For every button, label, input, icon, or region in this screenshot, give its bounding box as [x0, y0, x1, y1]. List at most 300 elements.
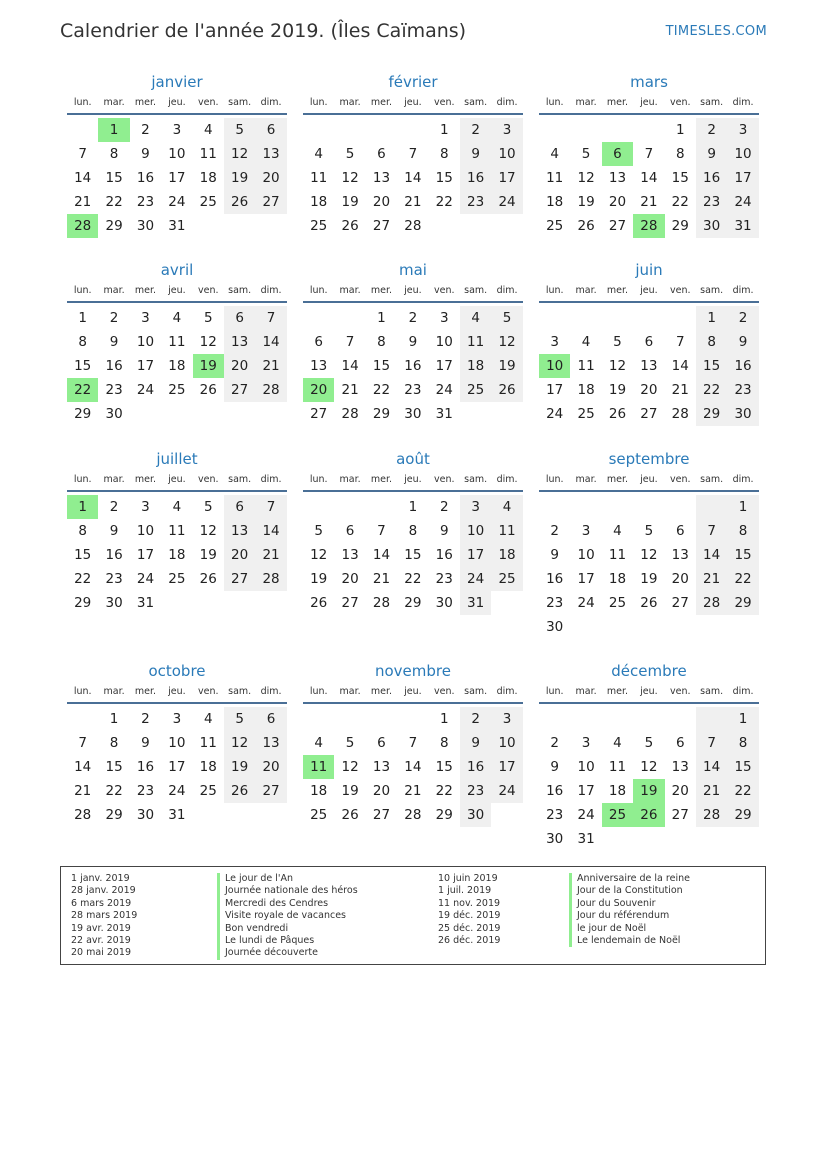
day-cell[interactable]: 12 — [608, 358, 627, 374]
day-cell[interactable]: 21 — [696, 567, 727, 591]
day-cell[interactable]: 4 — [203, 711, 213, 727]
day-cell[interactable]: 15 — [404, 547, 422, 563]
day-cell[interactable]: 16 — [435, 547, 453, 563]
day-cell[interactable]: 20 — [608, 194, 627, 210]
day-cell[interactable]: 18 — [199, 759, 217, 775]
day-cell[interactable]: 12 — [640, 759, 658, 775]
day-cell[interactable]: 5 — [613, 334, 622, 350]
day-cell[interactable]: 16 — [460, 755, 491, 779]
day-cell[interactable]: 30 — [546, 619, 564, 635]
day-cell[interactable]: 25 — [168, 571, 186, 587]
day-cell[interactable]: 4 — [172, 310, 182, 326]
day-cell[interactable]: 2 — [141, 711, 150, 727]
day-cell[interactable]: 11 — [199, 146, 217, 162]
day-cell[interactable]: 3 — [581, 523, 591, 539]
day-cell[interactable]: 8 — [439, 146, 449, 162]
day-cell[interactable]: 17 — [577, 571, 595, 587]
day-cell[interactable]: 13 — [671, 759, 689, 775]
day-cell[interactable]: 18 — [168, 358, 186, 374]
day-cell[interactable]: 14 — [255, 519, 286, 543]
day-cell[interactable]: 3 — [172, 122, 182, 138]
day-cell[interactable]: 14 — [74, 759, 92, 775]
day-cell[interactable]: 16 — [546, 571, 564, 587]
holiday-day-cell[interactable]: 22 — [67, 378, 98, 402]
day-cell[interactable]: 9 — [109, 334, 119, 350]
day-cell[interactable]: 8 — [439, 735, 449, 751]
day-cell[interactable]: 18 — [199, 170, 217, 186]
day-cell[interactable]: 15 — [105, 170, 123, 186]
day-cell[interactable]: 24 — [460, 567, 491, 591]
day-cell[interactable]: 4 — [491, 495, 522, 519]
day-cell[interactable]: 2 — [439, 499, 449, 515]
day-cell[interactable]: 28 — [255, 567, 286, 591]
day-cell[interactable]: 2 — [109, 499, 119, 515]
day-cell[interactable]: 29 — [404, 595, 422, 611]
day-cell[interactable]: 8 — [696, 330, 727, 354]
day-cell[interactable]: 3 — [491, 707, 522, 731]
day-cell[interactable]: 1 — [696, 306, 727, 330]
day-cell[interactable]: 9 — [696, 142, 727, 166]
day-cell[interactable]: 7 — [78, 146, 87, 162]
day-cell[interactable]: 4 — [203, 122, 213, 138]
day-cell[interactable]: 4 — [460, 306, 491, 330]
day-cell[interactable]: 26 — [224, 190, 255, 214]
day-cell[interactable]: 21 — [74, 194, 92, 210]
day-cell[interactable]: 22 — [727, 779, 758, 803]
day-cell[interactable]: 8 — [727, 731, 758, 755]
day-cell[interactable]: 20 — [341, 571, 359, 587]
day-cell[interactable]: 22 — [105, 783, 123, 799]
day-cell[interactable]: 31 — [577, 831, 595, 847]
day-cell[interactable]: 1 — [109, 711, 119, 727]
day-cell[interactable]: 5 — [581, 146, 591, 162]
day-cell[interactable]: 27 — [341, 595, 359, 611]
day-cell[interactable]: 26 — [577, 218, 595, 234]
day-cell[interactable]: 15 — [74, 358, 92, 374]
day-cell[interactable]: 4 — [314, 735, 323, 751]
day-cell[interactable]: 9 — [408, 334, 418, 350]
day-cell[interactable]: 4 — [550, 146, 559, 162]
day-cell[interactable]: 14 — [640, 170, 658, 186]
day-cell[interactable]: 20 — [224, 354, 255, 378]
day-cell[interactable]: 6 — [675, 735, 685, 751]
holiday-day-cell[interactable]: 10 — [539, 354, 570, 378]
day-cell[interactable]: 19 — [640, 571, 658, 587]
holiday-day-cell[interactable]: 20 — [303, 378, 334, 402]
day-cell[interactable]: 6 — [314, 334, 323, 350]
holiday-day-cell[interactable]: 19 — [193, 354, 224, 378]
day-cell[interactable]: 11 — [168, 334, 186, 350]
day-cell[interactable]: 8 — [727, 519, 758, 543]
day-cell[interactable]: 6 — [345, 523, 355, 539]
day-cell[interactable]: 7 — [644, 146, 654, 162]
day-cell[interactable]: 8 — [675, 146, 685, 162]
day-cell[interactable]: 18 — [491, 543, 522, 567]
day-cell[interactable]: 12 — [224, 731, 255, 755]
day-cell[interactable]: 19 — [224, 166, 255, 190]
day-cell[interactable]: 12 — [310, 547, 328, 563]
day-cell[interactable]: 25 — [310, 807, 328, 823]
day-cell[interactable]: 28 — [696, 591, 727, 615]
day-cell[interactable]: 5 — [345, 146, 355, 162]
day-cell[interactable]: 17 — [460, 543, 491, 567]
day-cell[interactable]: 13 — [671, 547, 689, 563]
day-cell[interactable]: 14 — [696, 755, 727, 779]
day-cell[interactable]: 24 — [491, 190, 522, 214]
day-cell[interactable]: 31 — [168, 218, 186, 234]
day-cell[interactable]: 11 — [168, 523, 186, 539]
day-cell[interactable]: 9 — [550, 547, 559, 563]
day-cell[interactable]: 21 — [255, 354, 286, 378]
day-cell[interactable]: 4 — [314, 146, 323, 162]
day-cell[interactable]: 7 — [675, 334, 685, 350]
day-cell[interactable]: 29 — [671, 218, 689, 234]
holiday-day-cell[interactable]: 1 — [67, 495, 98, 519]
day-cell[interactable]: 14 — [404, 759, 422, 775]
day-cell[interactable]: 27 — [255, 779, 286, 803]
day-cell[interactable]: 20 — [372, 783, 391, 799]
day-cell[interactable]: 25 — [199, 783, 217, 799]
day-cell[interactable]: 19 — [224, 755, 255, 779]
day-cell[interactable]: 3 — [141, 499, 150, 515]
day-cell[interactable]: 28 — [372, 595, 391, 611]
day-cell[interactable]: 6 — [675, 523, 685, 539]
day-cell[interactable]: 27 — [310, 406, 328, 422]
day-cell[interactable]: 2 — [109, 310, 119, 326]
day-cell[interactable]: 26 — [199, 571, 217, 587]
day-cell[interactable]: 1 — [727, 495, 758, 519]
day-cell[interactable]: 7 — [255, 495, 286, 519]
day-cell[interactable]: 23 — [460, 190, 491, 214]
day-cell[interactable]: 31 — [727, 214, 758, 238]
day-cell[interactable]: 6 — [224, 306, 255, 330]
day-cell[interactable]: 29 — [74, 595, 92, 611]
day-cell[interactable]: 15 — [727, 543, 758, 567]
day-cell[interactable]: 15 — [435, 170, 453, 186]
day-cell[interactable]: 17 — [491, 166, 522, 190]
day-cell[interactable]: 1 — [439, 122, 449, 138]
holiday-day-cell[interactable]: 28 — [67, 214, 98, 238]
holiday-day-cell[interactable]: 11 — [303, 755, 334, 779]
day-cell[interactable]: 8 — [377, 334, 386, 350]
day-cell[interactable]: 7 — [255, 306, 286, 330]
day-cell[interactable]: 19 — [341, 783, 359, 799]
day-cell[interactable]: 17 — [727, 166, 758, 190]
day-cell[interactable]: 28 — [404, 807, 422, 823]
day-cell[interactable]: 26 — [341, 218, 359, 234]
day-cell[interactable]: 31 — [136, 595, 155, 611]
day-cell[interactable]: 27 — [640, 406, 658, 422]
day-cell[interactable]: 21 — [74, 783, 92, 799]
day-cell[interactable]: 23 — [546, 807, 564, 823]
day-cell[interactable]: 4 — [613, 523, 622, 539]
day-cell[interactable]: 28 — [696, 803, 727, 827]
day-cell[interactable]: 6 — [224, 495, 255, 519]
day-cell[interactable]: 26 — [341, 807, 359, 823]
day-cell[interactable]: 24 — [168, 194, 186, 210]
day-cell[interactable]: 22 — [435, 783, 453, 799]
day-cell[interactable]: 9 — [439, 523, 449, 539]
day-cell[interactable]: 3 — [439, 310, 449, 326]
day-cell[interactable]: 15 — [372, 358, 391, 374]
day-cell[interactable]: 16 — [546, 783, 564, 799]
day-cell[interactable]: 28 — [341, 406, 359, 422]
day-cell[interactable]: 8 — [109, 146, 119, 162]
day-cell[interactable]: 31 — [168, 807, 186, 823]
day-cell[interactable]: 3 — [460, 495, 491, 519]
day-cell[interactable]: 31 — [435, 406, 453, 422]
day-cell[interactable]: 20 — [671, 783, 689, 799]
day-cell[interactable]: 13 — [224, 330, 255, 354]
day-cell[interactable]: 30 — [136, 218, 155, 234]
day-cell[interactable]: 26 — [491, 378, 522, 402]
day-cell[interactable]: 2 — [408, 310, 418, 326]
day-cell[interactable]: 29 — [727, 803, 758, 827]
day-cell[interactable]: 25 — [168, 382, 186, 398]
day-cell[interactable]: 22 — [727, 567, 758, 591]
day-cell[interactable]: 1 — [78, 310, 87, 326]
day-cell[interactable]: 18 — [608, 783, 627, 799]
day-cell[interactable]: 4 — [613, 735, 622, 751]
day-cell[interactable]: 18 — [460, 354, 491, 378]
day-cell[interactable]: 2 — [460, 118, 491, 142]
day-cell[interactable]: 23 — [696, 190, 727, 214]
day-cell[interactable]: 29 — [74, 406, 92, 422]
day-cell[interactable]: 27 — [671, 595, 689, 611]
day-cell[interactable]: 30 — [727, 402, 758, 426]
day-cell[interactable]: 25 — [608, 595, 627, 611]
day-cell[interactable]: 17 — [136, 358, 155, 374]
day-cell[interactable]: 20 — [640, 382, 658, 398]
day-cell[interactable]: 1 — [377, 310, 386, 326]
day-cell[interactable]: 3 — [727, 118, 758, 142]
day-cell[interactable]: 21 — [255, 543, 286, 567]
day-cell[interactable]: 16 — [696, 166, 727, 190]
day-cell[interactable]: 27 — [671, 807, 689, 823]
day-cell[interactable]: 18 — [577, 382, 595, 398]
day-cell[interactable]: 27 — [372, 807, 391, 823]
day-cell[interactable]: 28 — [404, 218, 422, 234]
day-cell[interactable]: 29 — [435, 807, 453, 823]
day-cell[interactable]: 17 — [577, 783, 595, 799]
day-cell[interactable]: 5 — [203, 499, 213, 515]
day-cell[interactable]: 8 — [408, 523, 418, 539]
holiday-day-cell[interactable]: 1 — [98, 118, 129, 142]
day-cell[interactable]: 26 — [199, 382, 217, 398]
day-cell[interactable]: 9 — [550, 759, 559, 775]
day-cell[interactable]: 15 — [696, 354, 727, 378]
day-cell[interactable]: 1 — [408, 499, 418, 515]
day-cell[interactable]: 24 — [168, 783, 186, 799]
day-cell[interactable]: 14 — [255, 330, 286, 354]
day-cell[interactable]: 19 — [310, 571, 328, 587]
day-cell[interactable]: 9 — [141, 146, 150, 162]
day-cell[interactable]: 10 — [136, 334, 155, 350]
day-cell[interactable]: 6 — [255, 118, 286, 142]
day-cell[interactable]: 30 — [435, 595, 453, 611]
day-cell[interactable]: 5 — [224, 707, 255, 731]
day-cell[interactable]: 14 — [74, 170, 92, 186]
day-cell[interactable]: 26 — [224, 779, 255, 803]
day-cell[interactable]: 18 — [546, 194, 564, 210]
day-cell[interactable]: 25 — [546, 218, 564, 234]
day-cell[interactable]: 19 — [608, 382, 627, 398]
day-cell[interactable]: 11 — [546, 170, 564, 186]
day-cell[interactable]: 20 — [224, 543, 255, 567]
day-cell[interactable]: 15 — [105, 759, 123, 775]
day-cell[interactable]: 20 — [255, 166, 286, 190]
day-cell[interactable]: 22 — [372, 382, 391, 398]
day-cell[interactable]: 14 — [696, 543, 727, 567]
day-cell[interactable]: 21 — [640, 194, 658, 210]
day-cell[interactable]: 19 — [491, 354, 522, 378]
day-cell[interactable]: 10 — [136, 523, 155, 539]
day-cell[interactable]: 9 — [460, 731, 491, 755]
day-cell[interactable]: 28 — [74, 807, 92, 823]
day-cell[interactable]: 12 — [341, 759, 359, 775]
day-cell[interactable]: 2 — [550, 523, 559, 539]
day-cell[interactable]: 24 — [727, 190, 758, 214]
day-cell[interactable]: 5 — [345, 735, 355, 751]
day-cell[interactable]: 3 — [172, 711, 182, 727]
day-cell[interactable]: 30 — [460, 803, 491, 827]
day-cell[interactable]: 28 — [255, 378, 286, 402]
day-cell[interactable]: 27 — [255, 190, 286, 214]
day-cell[interactable]: 7 — [696, 731, 727, 755]
day-cell[interactable]: 11 — [491, 519, 522, 543]
day-cell[interactable]: 31 — [460, 591, 491, 615]
day-cell[interactable]: 1 — [727, 707, 758, 731]
day-cell[interactable]: 13 — [341, 547, 359, 563]
day-cell[interactable]: 23 — [546, 595, 564, 611]
day-cell[interactable]: 3 — [550, 334, 559, 350]
day-cell[interactable]: 10 — [491, 142, 522, 166]
day-cell[interactable]: 7 — [408, 146, 418, 162]
day-cell[interactable]: 8 — [78, 334, 87, 350]
day-cell[interactable]: 2 — [460, 707, 491, 731]
day-cell[interactable]: 25 — [491, 567, 522, 591]
day-cell[interactable]: 10 — [168, 146, 186, 162]
day-cell[interactable]: 7 — [345, 334, 355, 350]
day-cell[interactable]: 24 — [577, 595, 595, 611]
day-cell[interactable]: 20 — [255, 755, 286, 779]
day-cell[interactable]: 9 — [109, 523, 119, 539]
day-cell[interactable]: 25 — [310, 218, 328, 234]
day-cell[interactable]: 19 — [577, 194, 595, 210]
day-cell[interactable]: 21 — [341, 382, 359, 398]
holiday-day-cell[interactable]: 28 — [633, 214, 664, 238]
day-cell[interactable]: 13 — [372, 170, 391, 186]
day-cell[interactable]: 21 — [404, 194, 422, 210]
day-cell[interactable]: 6 — [644, 334, 654, 350]
day-cell[interactable]: 18 — [168, 547, 186, 563]
day-cell[interactable]: 5 — [491, 306, 522, 330]
day-cell[interactable]: 14 — [372, 547, 391, 563]
day-cell[interactable]: 29 — [696, 402, 727, 426]
day-cell[interactable]: 13 — [224, 519, 255, 543]
day-cell[interactable]: 11 — [608, 759, 627, 775]
day-cell[interactable]: 16 — [727, 354, 758, 378]
day-cell[interactable]: 23 — [404, 382, 422, 398]
day-cell[interactable]: 12 — [491, 330, 522, 354]
day-cell[interactable]: 21 — [372, 571, 391, 587]
day-cell[interactable]: 21 — [696, 779, 727, 803]
day-cell[interactable]: 16 — [105, 547, 123, 563]
day-cell[interactable]: 30 — [404, 406, 422, 422]
day-cell[interactable]: 16 — [460, 166, 491, 190]
day-cell[interactable]: 13 — [372, 759, 391, 775]
day-cell[interactable]: 23 — [460, 779, 491, 803]
day-cell[interactable]: 19 — [341, 194, 359, 210]
day-cell[interactable]: 6 — [377, 146, 386, 162]
day-cell[interactable]: 12 — [577, 170, 595, 186]
day-cell[interactable]: 26 — [310, 595, 328, 611]
day-cell[interactable]: 22 — [105, 194, 123, 210]
day-cell[interactable]: 4 — [581, 334, 591, 350]
day-cell[interactable]: 23 — [136, 783, 155, 799]
day-cell[interactable]: 25 — [199, 194, 217, 210]
day-cell[interactable]: 23 — [105, 571, 123, 587]
day-cell[interactable]: 20 — [671, 571, 689, 587]
day-cell[interactable]: 4 — [172, 499, 182, 515]
day-cell[interactable]: 21 — [671, 382, 689, 398]
day-cell[interactable]: 12 — [199, 523, 217, 539]
day-cell[interactable]: 20 — [372, 194, 391, 210]
day-cell[interactable]: 6 — [255, 707, 286, 731]
day-cell[interactable]: 13 — [608, 170, 627, 186]
day-cell[interactable]: 2 — [141, 122, 150, 138]
day-cell[interactable]: 10 — [460, 519, 491, 543]
day-cell[interactable]: 3 — [491, 118, 522, 142]
day-cell[interactable]: 17 — [136, 547, 155, 563]
day-cell[interactable]: 27 — [372, 218, 391, 234]
day-cell[interactable]: 13 — [640, 358, 658, 374]
day-cell[interactable]: 5 — [224, 118, 255, 142]
day-cell[interactable]: 13 — [310, 358, 328, 374]
day-cell[interactable]: 5 — [644, 735, 654, 751]
day-cell[interactable]: 19 — [199, 547, 217, 563]
day-cell[interactable]: 17 — [168, 170, 186, 186]
day-cell[interactable]: 27 — [224, 567, 255, 591]
day-cell[interactable]: 9 — [460, 142, 491, 166]
day-cell[interactable]: 17 — [435, 358, 453, 374]
day-cell[interactable]: 29 — [105, 218, 123, 234]
day-cell[interactable]: 10 — [577, 759, 595, 775]
day-cell[interactable]: 1 — [675, 122, 685, 138]
day-cell[interactable]: 30 — [696, 214, 727, 238]
day-cell[interactable]: 24 — [136, 382, 155, 398]
day-cell[interactable]: 10 — [168, 735, 186, 751]
day-cell[interactable]: 9 — [727, 330, 758, 354]
day-cell[interactable]: 2 — [550, 735, 559, 751]
day-cell[interactable]: 22 — [404, 571, 422, 587]
day-cell[interactable]: 17 — [546, 382, 564, 398]
day-cell[interactable]: 11 — [577, 358, 595, 374]
holiday-day-cell[interactable]: 6 — [602, 142, 633, 166]
day-cell[interactable]: 27 — [608, 218, 627, 234]
day-cell[interactable]: 18 — [310, 783, 328, 799]
day-cell[interactable]: 14 — [341, 358, 359, 374]
day-cell[interactable]: 15 — [435, 759, 453, 775]
day-cell[interactable]: 24 — [546, 406, 564, 422]
day-cell[interactable]: 27 — [224, 378, 255, 402]
day-cell[interactable]: 16 — [105, 358, 123, 374]
day-cell[interactable]: 16 — [136, 759, 155, 775]
day-cell[interactable]: 25 — [577, 406, 595, 422]
day-cell[interactable]: 23 — [727, 378, 758, 402]
day-cell[interactable]: 10 — [577, 547, 595, 563]
day-cell[interactable]: 15 — [74, 547, 92, 563]
